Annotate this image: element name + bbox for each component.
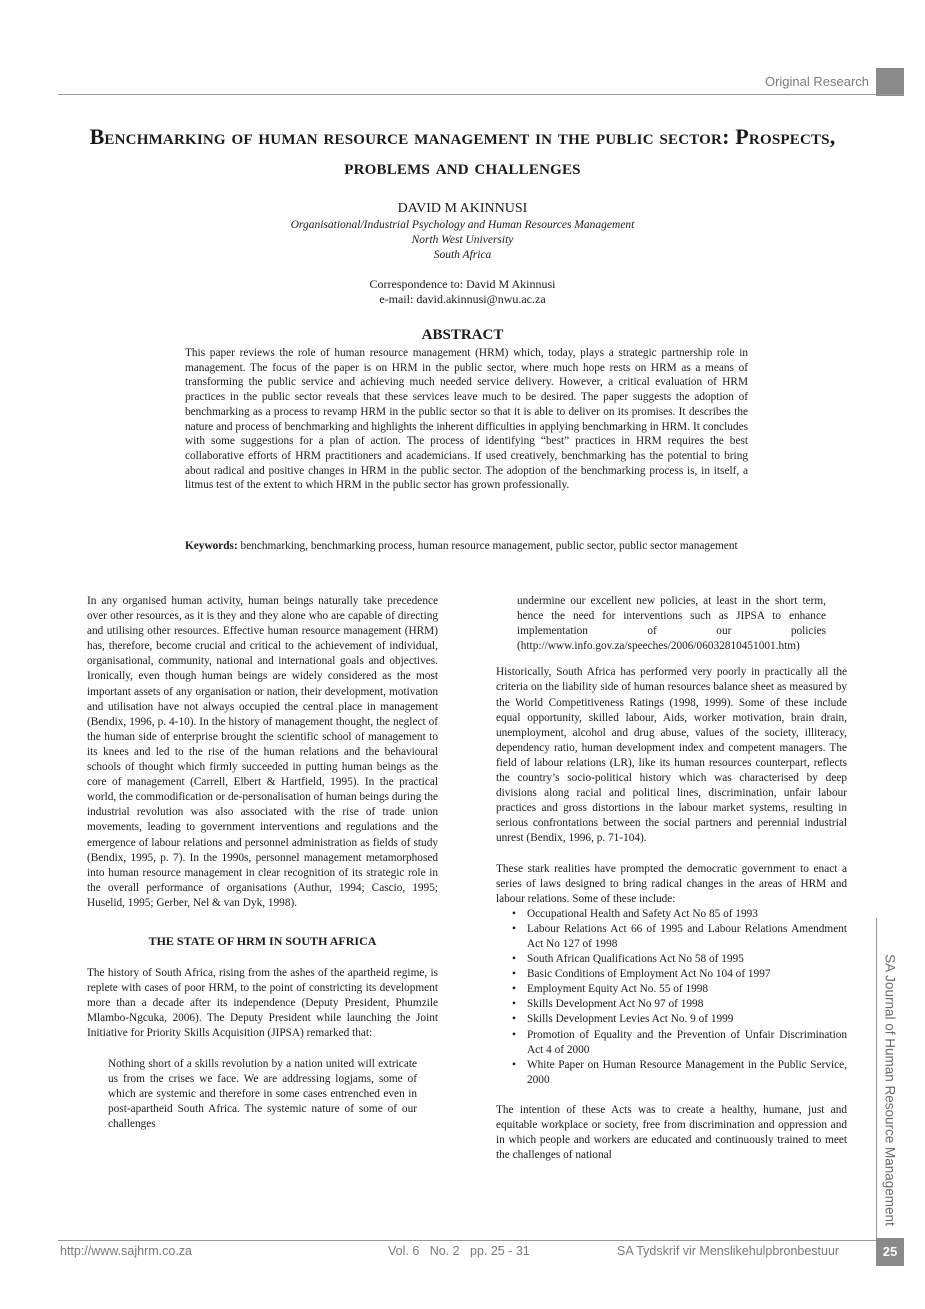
section-heading: THE STATE OF HRM IN SOUTH AFRICA	[148, 933, 377, 948]
list-item: • Skills Development Act No 97 of 1998	[512, 997, 847, 1012]
intro-paragraph: In any organised human activity, human beings naturally take precedence over other resources, as it is they and they alone who are capable of directing and utilising other resources. Effective human resource management (HRM) has, therefore, become crucial and critical to the achievement of individual, organisational, community, national and international goals and objectives. Ironically, even though human beings are widely considered as the most important assets of any organisation or nation, their development, motivation and utilisation have not always occupied the central place in management (Bendix, 1996, p. 4-10). In the history of management thought, the neglect of the human side of enterprise brought the scientific school of management to its knees and led to the rise of the human relations and the behavioural schools of thought which firmly succeeded in putting human beings as the core of management (Carrell, Elbert & Hartfield, 1995). In the practical world, the commodification or de-personalisation of human beings during the industrial revolution was also associated with the rise of trade union movements, leading to government interventions and regulations and the emergence of labour relations and personnel administration as fields of study (Bendix, 1995, p. 7). In the 1990s, personnel management metamorphosed into human resource management in clear recognition of its strategic role in the overall performance of organisations (Authur, 1994; Cascio, 1995; Huselid, 1995; Gerber, Nel & van Dyk, 1998).	[87, 595, 438, 909]
header-marker	[876, 68, 904, 96]
abstract-heading: ABSTRACT	[421, 327, 504, 343]
article-title: Benchmarking of human resource management in the public sector: Prospects, problems and challenges	[89, 124, 836, 179]
sidebar-divider	[876, 918, 877, 1238]
correspondence-email: e-mail: david.akinnusi@nwu.ac.za	[379, 292, 546, 306]
footer-divider	[58, 1240, 904, 1241]
affiliation-department: Organisational/Industrial Psychology and Human Resources Management	[290, 219, 635, 231]
list-item: • Skills Development Levies Act No. 9 of 1999	[512, 1012, 847, 1027]
list-item: • Employment Equity Act No. 55 of 1998	[512, 982, 847, 997]
section-label: Original Research	[764, 74, 869, 89]
list-item: • Labour Relations Act 66 of 1995 and Labour Relations Amendment Act No 127 of 1998	[512, 922, 847, 952]
list-item: • Basic Conditions of Employment Act No 104 of 1997	[512, 967, 847, 982]
keywords-label: Keywords:	[185, 540, 238, 552]
correspondence-block	[60, 277, 865, 307]
history-paragraph: The history of South Africa, rising from the ashes of the apartheid regime, is replete with cases of poor HRM, to the point of constricting its development more than a decade after its independence (Deputy President, Phumzile Mlambo-Ngcuka, 2006). The Deputy President while launching the Joint Initiative for Priority Skills Acquisition (JIPSA) remarked that:	[87, 967, 438, 1040]
list-item: • Occupational Health and Safety Act No 85 of 1993	[512, 907, 847, 922]
list-item: • White Paper on Human Resource Management in the Public Service, 2000	[512, 1058, 847, 1088]
right-column	[496, 594, 847, 1163]
intention-paragraph: The intention of these Acts was to create a healthy, humane, just and equitable workplace or society, free from discrimination and oppression and in which people and workers are educated and continuously trained to meet the challenges of national	[496, 1103, 847, 1162]
block-quote-continued: undermine our excellent new policies, at least in the short term, hence the need for interventions such as JIPSA to enhance implementation of our policies (http://www.info.gov.za/speeches/2006/06032810451001.htm)	[517, 595, 826, 653]
block-quote: Nothing short of a skills revolution by a nation united will extricate us from the crises we face. We are addressing logjams, some of which are systemic and therefore in some cases entrenched even in post-apartheid South Africa. The systemic nature of some of our challenges	[108, 1057, 417, 1130]
header-divider	[58, 94, 904, 95]
acts-list	[496, 907, 847, 1088]
author-name: DAVID M AKINNUSI	[397, 201, 528, 216]
author-affiliation	[60, 218, 865, 263]
legislation-paragraph: These stark realities have prompted the democratic government to enact a series of laws designed to bring radical changes in the areas of HRM and labour relations. Some of these include:	[496, 862, 847, 905]
volume-info: Vol. 6 No. 2 pp. 25 - 31	[388, 1244, 530, 1258]
journal-name-vertical: SA Journal of Human Resource Management	[882, 954, 898, 1226]
correspondence-to: Correspondence to: David M Akinnusi	[369, 277, 556, 291]
page-number: 25	[876, 1238, 904, 1266]
keywords	[185, 539, 748, 554]
journal-afrikaans-name: SA Tydskrif vir Menslikehulpbronbestuur	[617, 1244, 840, 1258]
affiliation-university: North West University	[411, 234, 514, 246]
list-item: • Promotion of Equality and the Prevention of Unfair Discrimination Act 4 of 2000	[512, 1028, 847, 1058]
affiliation-country: South Africa	[433, 249, 492, 261]
abstract-text: This paper reviews the role of human resource management (HRM) which, today, plays a strategic partnership role in management. The focus of the paper is on HRM in the public sector, where much hope rests on HRM as a means of transforming the public service and achieving much needed service delivery. However, a critical evaluation of HRM practices in the public sector reveals that these services leave much to be desired. The paper suggests the adoption of benchmarking as a process to revamp HRM in the public sector so that it is able to deliver on its promises. It describes the nature and process of benchmarking and highlights the inherent difficulties in applying benchmarking in HRM. It concludes with some suggestions for a plan of action. The process of identifying “best” practices in HRM requires the best collaborative efforts of HRM practitioners and academicians. If used creatively, benchmarking has the potential to bring about radical and positive changes in HRM in the public sector. The adoption of the benchmarking process is, in itself, a litmus test of the extent to which HRM in the public sector has grown professionally.	[185, 347, 748, 492]
keywords-list: benchmarking, benchmarking process, human resource management, public sector, public sector management	[240, 540, 738, 552]
historical-paragraph: Historically, South Africa has performed very poorly in practically all the criteria on the liability side of human resources balance sheet as measured by the World Competitiveness Ratings (1998, 1999). Some of these include equal opportunity, skilled labour, Aids, worker motivation, brain drain, unemployment, alcohol and drug abuse, values of the society, illiteracy, dependency ratio, human development index and competent managers. The field of labour relations (LR), like its human resources counterpart, reflects the country’s socio-political history which was characterised by deep divisions along racial and political lines, discrimination, unfair labour practices and gross distortions in the labour market systems, resulting in serious confrontations between the social partners and perennial industrial unrest (Bendix, 1996, p. 71-104).	[496, 666, 847, 845]
left-column	[87, 594, 438, 1132]
list-item: • South African Qualifications Act No 58 of 1995	[512, 952, 847, 967]
journal-url-link[interactable]: http://www.sajhrm.co.za	[60, 1244, 192, 1258]
